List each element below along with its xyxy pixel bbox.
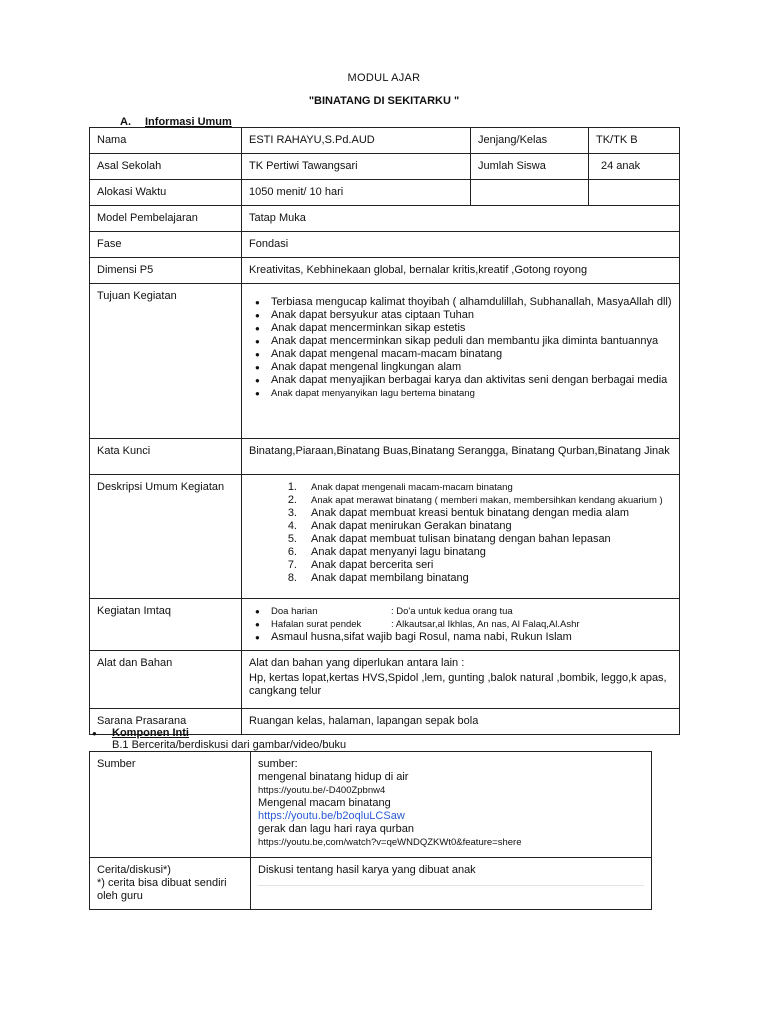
- deskripsi-item: [249, 520, 672, 533]
- deskripsi-item: [249, 533, 672, 546]
- imtaq-key: ● Hafalan surat pendek: [271, 619, 362, 630]
- tujuan-item: ● Terbiasa mengucap kalimat thoyibah ( alhamdulillah, Subhanallah, MasyaAllah dll): [249, 296, 672, 309]
- imtaq-item: [249, 605, 672, 618]
- bullet-icon: ●: [92, 729, 97, 738]
- item-text: Anak apat merawat binatang ( memberi makan, membersihkan kendang akuarium ): [311, 495, 663, 506]
- item-text: Anak dapat membuat kreasi bentuk binatang dengan media alam: [311, 507, 629, 519]
- waktu-label: Alokasi Waktu: [90, 180, 242, 206]
- item-text: Anak dapat membilang binatang: [311, 572, 469, 584]
- waktu-value: 1050 menit/ 10 hari: [242, 180, 471, 206]
- cerita-label: Cerita/diskusi*): [97, 864, 171, 876]
- empty-cell: [589, 180, 680, 206]
- tujuan-item: ● Anak dapat mencerminkan sikap peduli dan membantu jika diminta bantuannya: [249, 335, 672, 348]
- source-link[interactable]: https://youtu.be/-D400Zpbnw4: [258, 785, 386, 796]
- table-row: [90, 752, 652, 858]
- item-number: 4.: [287, 520, 297, 532]
- imtaq-cell: [242, 599, 680, 651]
- tujuan-list: [249, 296, 672, 400]
- section-label: Informasi Umum: [145, 116, 232, 128]
- source-text: Mengenal macam binatang: [258, 797, 391, 809]
- tujuan-item: ● Anak dapat bersyukur atas ciptaan Tuhan: [249, 309, 672, 322]
- item-number: 3.: [287, 507, 297, 519]
- table-row: [90, 599, 680, 651]
- alat-label: Alat dan Bahan: [90, 651, 242, 709]
- section-letter: A.: [120, 116, 131, 128]
- deskripsi-item: [249, 559, 672, 572]
- alat-cell: [242, 651, 680, 709]
- tujuan-item: ● Anak dapat mengenal lingkungan alam: [249, 361, 672, 374]
- table-row: [90, 651, 680, 709]
- tujuan-label: Tujuan Kegiatan: [90, 284, 242, 439]
- fase-label: Fase: [90, 232, 242, 258]
- table-row: [90, 439, 680, 475]
- tujuan-cell: [242, 284, 680, 439]
- sumber-table: [89, 751, 652, 910]
- jenjang-value: TK/TK B: [589, 128, 680, 154]
- dimensi-value: Kreativitas, Kebhinekaan global, bernalar kritis,kreatif ,Gotong royong: [242, 258, 680, 284]
- table-row: [90, 858, 652, 910]
- fase-value: Fondasi: [242, 232, 680, 258]
- document-subtitle: "BINATANG DI SEKITARKU ": [308, 95, 460, 107]
- imtaq-value: : Alkautsar,al Ikhlas, An nas, Al Falaq,Al.Ashr: [391, 619, 580, 630]
- deskripsi-item: [249, 481, 672, 494]
- item-number: 1.: [287, 481, 297, 493]
- sumber-label: Sumber: [90, 752, 251, 858]
- deskripsi-item: [249, 572, 672, 585]
- imtaq-item: [249, 631, 672, 644]
- deskripsi-item: [249, 507, 672, 520]
- imtaq-list: [249, 605, 672, 644]
- item-text: Anak dapat menirukan Gerakan binatang: [311, 520, 512, 532]
- table-row: [90, 258, 680, 284]
- divider: [258, 885, 644, 887]
- table-row: [90, 232, 680, 258]
- nama-value: ESTI RAHAYU,S.Pd.AUD: [242, 128, 471, 154]
- deskripsi-cell: [242, 475, 680, 599]
- imtaq-key: ● Asmaul husna,sifat wajib bagi Rosul, nama nabi, Rukun Islam: [271, 631, 572, 643]
- informasi-umum-table: [89, 127, 680, 735]
- alat-value-2: Hp, kertas lopat,kertas HVS,Spidol ,lem, gunting ,balok natural ,bombik, leggo,k apas, cangkang telur: [249, 672, 667, 697]
- table-row: [90, 284, 680, 439]
- item-number: 7.: [287, 559, 297, 571]
- table-row: [90, 475, 680, 599]
- deskripsi-label: Deskripsi Umum Kegiatan: [90, 475, 242, 599]
- imtaq-value: : Do'a untuk kedua orang tua: [391, 606, 513, 617]
- komponen-subtitle: B.1 Bercerita/berdiskusi dari gambar/video/buku: [112, 739, 347, 751]
- item-text: Anak dapat menyanyi lagu binatang: [311, 546, 486, 558]
- tujuan-item: ● Anak dapat mencerminkan sikap estetis: [249, 322, 672, 335]
- sarana-label: Sarana Prasarana: [90, 709, 242, 735]
- table-row: [90, 180, 680, 206]
- deskripsi-item: [249, 494, 672, 507]
- imtaq-label: Kegiatan Imtaq: [90, 599, 242, 651]
- cerita-value: Diskusi tentang hasil karya yang dibuat anak: [258, 864, 476, 876]
- empty-cell: [471, 180, 589, 206]
- dimensi-label: Dimensi P5: [90, 258, 242, 284]
- item-number: 8.: [287, 572, 297, 584]
- table-row: [90, 154, 680, 180]
- komponen-inti-heading: [92, 727, 346, 751]
- item-text: Anak dapat mengenali macam-macam binatang: [311, 482, 513, 493]
- sekolah-label: Asal Sekolah: [90, 154, 242, 180]
- siswa-label: Jumlah Siswa: [471, 154, 589, 180]
- table-row: [90, 128, 680, 154]
- kunci-value: Binatang,Piaraan,Binatang Buas,Binatang Serangga, Binatang Qurban,Binatang Jinak: [242, 439, 680, 475]
- source-text: mengenal binatang hidup di air: [258, 771, 409, 783]
- sumber-cell: [251, 752, 652, 858]
- cerita-label-cell: [90, 858, 251, 910]
- document-title: MODUL AJAR: [347, 72, 421, 84]
- item-text: Anak dapat membuat tulisan binatang dengan bahan lepasan: [311, 533, 611, 545]
- deskripsi-item: [249, 546, 672, 559]
- jenjang-label: Jenjang/Kelas: [471, 128, 589, 154]
- sekolah-value: TK Pertiwi Tawangsari: [242, 154, 471, 180]
- model-value: Tatap Muka: [242, 206, 680, 232]
- source-link[interactable]: https://youtu.be/b2oqluLCSaw: [258, 810, 405, 822]
- cerita-cell: [251, 858, 652, 910]
- source-link[interactable]: https://youtu.be,com/watch?v=qeWNDQZKWt0&feature=shere: [258, 837, 522, 848]
- siswa-value: 24 anak: [589, 154, 680, 180]
- komponen-title: Komponen Inti: [112, 727, 189, 739]
- deskripsi-list: [249, 481, 672, 585]
- table-row: [90, 206, 680, 232]
- tujuan-item: ● Anak dapat menyajikan berbagai karya dan aktivitas seni dengan berbagai media: [249, 374, 672, 387]
- source-text: sumber:: [258, 758, 298, 770]
- item-number: 6.: [287, 546, 297, 558]
- alat-value-1: Alat dan bahan yang diperlukan antara lain :: [249, 657, 465, 669]
- item-number: 2.: [287, 494, 297, 506]
- model-label: Model Pembelajaran: [90, 206, 242, 232]
- nama-label: Nama: [90, 128, 242, 154]
- item-number: 5.: [287, 533, 297, 545]
- cerita-note: *) cerita bisa dibuat sendiri oleh guru: [97, 877, 227, 902]
- item-text: Anak dapat bercerita seri: [311, 559, 434, 571]
- imtaq-item: [249, 618, 672, 631]
- kunci-label: Kata Kunci: [90, 439, 242, 475]
- tujuan-item: ● Anak dapat mengenal macam-macam binatang: [249, 348, 672, 361]
- source-text: gerak dan lagu hari raya qurban: [258, 823, 414, 835]
- tujuan-item: ● Anak dapat menyanyikan lagu bertema binatang: [249, 387, 672, 400]
- imtaq-key: ● Doa harian: [271, 606, 318, 617]
- sarana-value: Ruangan kelas, halaman, lapangan sepak bola: [242, 709, 680, 735]
